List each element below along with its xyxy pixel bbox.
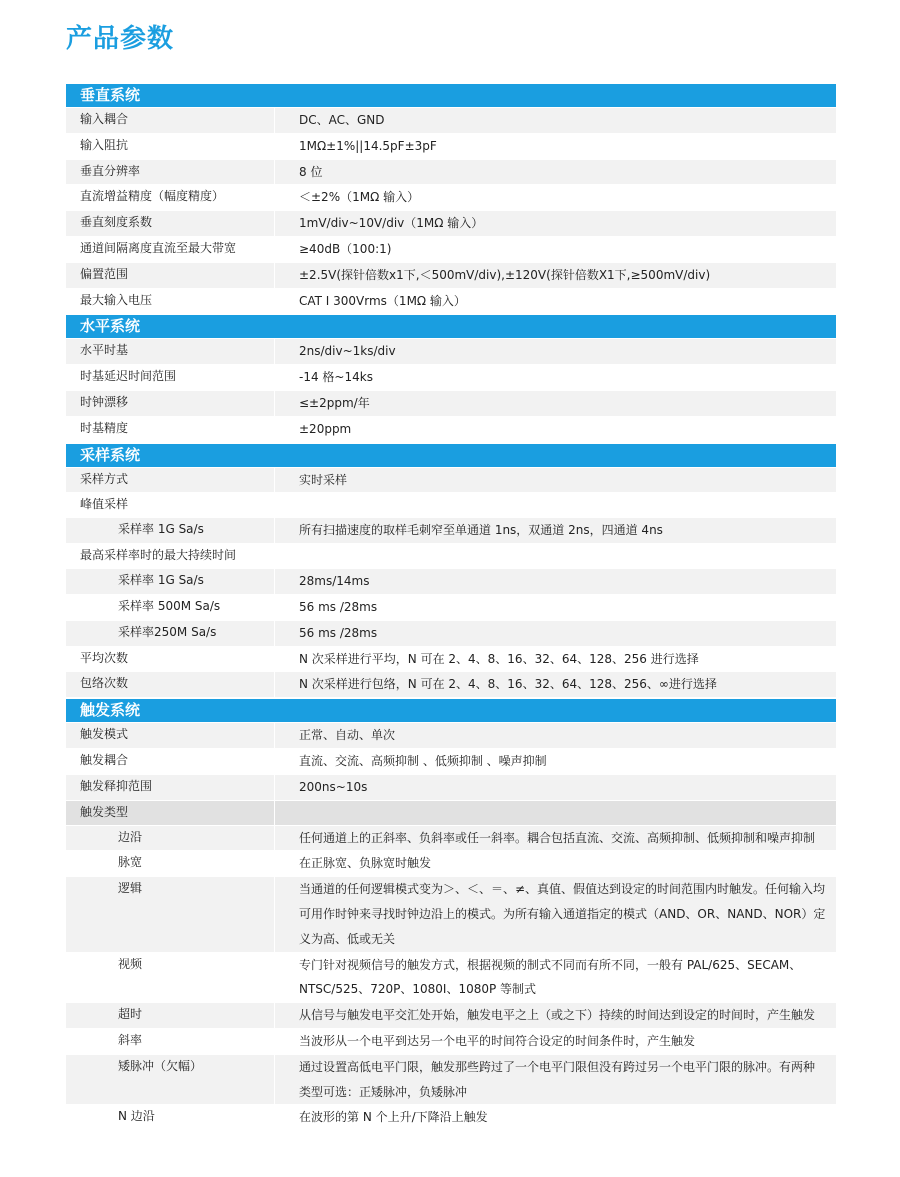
spec-value: 28ms/14ms xyxy=(275,569,836,594)
spec-value xyxy=(275,544,836,568)
spec-label: 平均次数 xyxy=(66,647,274,672)
spec-label: 逻辑 xyxy=(66,877,274,951)
section-header: 垂直系统 xyxy=(66,84,836,107)
spec-value: ≥40dB（100:1) xyxy=(275,237,836,262)
spec-row xyxy=(66,1003,836,1028)
spec-label: 最高采样率时的最大持续时间 xyxy=(66,544,274,568)
spec-row xyxy=(66,569,836,594)
spec-value: 通过设置高低电平门限，触发那些跨过了一个电平门限但没有跨过另一个电平门限的脉冲。有两种类型可选：正矮脉冲，负矮脉冲 xyxy=(275,1055,836,1105)
spec-value: 正常、自动、单次 xyxy=(275,723,836,748)
spec-row xyxy=(66,391,836,416)
spec-value: 1mV/div~10V/div（1MΩ 输入） xyxy=(275,211,836,236)
spec-row xyxy=(66,289,836,314)
spec-value: N 次采样进行平均，N 可在 2、4、8、16、32、64、128、256 进行选择 xyxy=(275,647,836,672)
section-header: 触发系统 xyxy=(66,699,836,722)
spec-value: 在正脉宽、负脉宽时触发 xyxy=(275,851,836,876)
spec-label: 输入阻抗 xyxy=(66,134,274,159)
spec-row xyxy=(66,1029,836,1054)
spec-value: 在波形的第 N 个上升/下降沿上触发 xyxy=(275,1105,836,1130)
section-header: 采样系统 xyxy=(66,444,836,467)
spec-row xyxy=(66,801,836,825)
spec-row xyxy=(66,365,836,390)
spec-value: 8 位 xyxy=(275,160,836,185)
spec-value: DC、AC、GND xyxy=(275,108,836,133)
spec-row xyxy=(66,263,836,288)
spec-row xyxy=(66,544,836,568)
spec-label: 时基延迟时间范围 xyxy=(66,365,274,390)
spec-row xyxy=(66,723,836,748)
section-header: 水平系统 xyxy=(66,315,836,338)
spec-value: 当通道的任何逻辑模式变为＞、＜、＝、≠、真值、假值达到设定的时间范围内时触发。任何输入均可用作时钟来寻找时钟边沿上的模式。为所有输入通道指定的模式（AND、OR、NAND、NOR）定义为高、低或无关 xyxy=(275,877,836,951)
spec-label: 峰值采样 xyxy=(66,493,274,517)
spec-row xyxy=(66,877,836,951)
spec-value: -14 格~14ks xyxy=(275,365,836,390)
spec-value: 2ns/div~1ks/div xyxy=(275,339,836,364)
spec-label: 脉宽 xyxy=(66,851,274,876)
spec-label: 触发模式 xyxy=(66,723,274,748)
spec-row xyxy=(66,237,836,262)
spec-row xyxy=(66,826,836,851)
spec-row xyxy=(66,160,836,185)
spec-row xyxy=(66,749,836,774)
spec-row xyxy=(66,1105,836,1130)
spec-row xyxy=(66,518,836,543)
spec-label: 采样率 500M Sa/s xyxy=(66,595,274,620)
spec-label: 采样率250M Sa/s xyxy=(66,621,274,646)
spec-label: 垂直刻度系数 xyxy=(66,211,274,236)
spec-row xyxy=(66,1055,836,1105)
spec-value: ±2.5V(探针倍数x1下,＜500mV/div),±120V(探针倍数X1下,≥500mV/div) xyxy=(275,263,836,288)
spec-table xyxy=(66,82,836,1130)
spec-value: CAT I 300Vrms（1MΩ 输入） xyxy=(275,289,836,314)
spec-label: 触发耦合 xyxy=(66,749,274,774)
spec-row xyxy=(66,595,836,620)
spec-row xyxy=(66,621,836,646)
spec-value: 从信号与触发电平交汇处开始，触发电平之上（或之下）持续的时间达到设定的时间时，产生触发 xyxy=(275,1003,836,1028)
spec-label: 通道间隔离度直流至最大带宽 xyxy=(66,237,274,262)
spec-label: 包络次数 xyxy=(66,672,274,697)
spec-value: ≤±2ppm/年 xyxy=(275,391,836,416)
spec-label: 偏置范围 xyxy=(66,263,274,288)
spec-label: 斜率 xyxy=(66,1029,274,1054)
spec-row xyxy=(66,647,836,672)
spec-value: 直流、交流、高频抑制 、低频抑制 、噪声抑制 xyxy=(275,749,836,774)
spec-label: 时基精度 xyxy=(66,417,274,442)
spec-row xyxy=(66,672,836,697)
spec-row xyxy=(66,339,836,364)
spec-label: 视频 xyxy=(66,953,274,1003)
spec-label: 采样率 1G Sa/s xyxy=(66,518,274,543)
spec-label: 水平时基 xyxy=(66,339,274,364)
spec-row xyxy=(66,211,836,236)
spec-value: 56 ms /28ms xyxy=(275,595,836,620)
spec-value xyxy=(275,493,836,517)
spec-value: 当波形从一个电平到达另一个电平的时间符合设定的时间条件时，产生触发 xyxy=(275,1029,836,1054)
spec-label: 矮脉冲（欠幅） xyxy=(66,1055,274,1105)
spec-value: 任何通道上的正斜率、负斜率或任一斜率。耦合包括直流、交流、高频抑制、低频抑制和噪声抑制 xyxy=(275,826,836,851)
spec-row xyxy=(66,851,836,876)
spec-label: 触发类型 xyxy=(66,801,274,825)
page-title: 产品参数 xyxy=(66,24,175,54)
spec-label: 最大输入电压 xyxy=(66,289,274,314)
spec-value: ＜±2%（1MΩ 输入） xyxy=(275,185,836,210)
spec-label: 直流增益精度（幅度精度） xyxy=(66,185,274,210)
spec-row xyxy=(66,417,836,442)
spec-label: 采样率 1G Sa/s xyxy=(66,569,274,594)
spec-row xyxy=(66,185,836,210)
spec-label: 边沿 xyxy=(66,826,274,851)
spec-value: 200ns~10s xyxy=(275,775,836,800)
spec-row xyxy=(66,108,836,133)
spec-label: 触发释抑范围 xyxy=(66,775,274,800)
spec-value: 实时采样 xyxy=(275,468,836,493)
spec-label: 采样方式 xyxy=(66,468,274,493)
spec-value: ±20ppm xyxy=(275,417,836,442)
spec-label: 时钟漂移 xyxy=(66,391,274,416)
spec-row xyxy=(66,493,836,517)
spec-value xyxy=(275,801,836,825)
spec-label: 垂直分辨率 xyxy=(66,160,274,185)
spec-row xyxy=(66,468,836,493)
spec-value: 1MΩ±1%||14.5pF±3pF xyxy=(275,134,836,159)
spec-label: 输入耦合 xyxy=(66,108,274,133)
spec-label: N 边沿 xyxy=(66,1105,274,1130)
spec-row xyxy=(66,775,836,800)
spec-value: 专门针对视频信号的触发方式，根据视频的制式不同而有所不同，一般有 PAL/625、SECAM、NTSC/525、720P、1080I、1080P 等制式 xyxy=(275,953,836,1003)
spec-row xyxy=(66,953,836,1003)
spec-value: 56 ms /28ms xyxy=(275,621,836,646)
spec-row xyxy=(66,134,836,159)
spec-value: 所有扫描速度的取样毛刺窄至单通道 1ns，双通道 2ns，四通道 4ns xyxy=(275,518,836,543)
spec-label: 超时 xyxy=(66,1003,274,1028)
spec-value: N 次采样进行包络，N 可在 2、4、8、16、32、64、128、256、∞进行选择 xyxy=(275,672,836,697)
